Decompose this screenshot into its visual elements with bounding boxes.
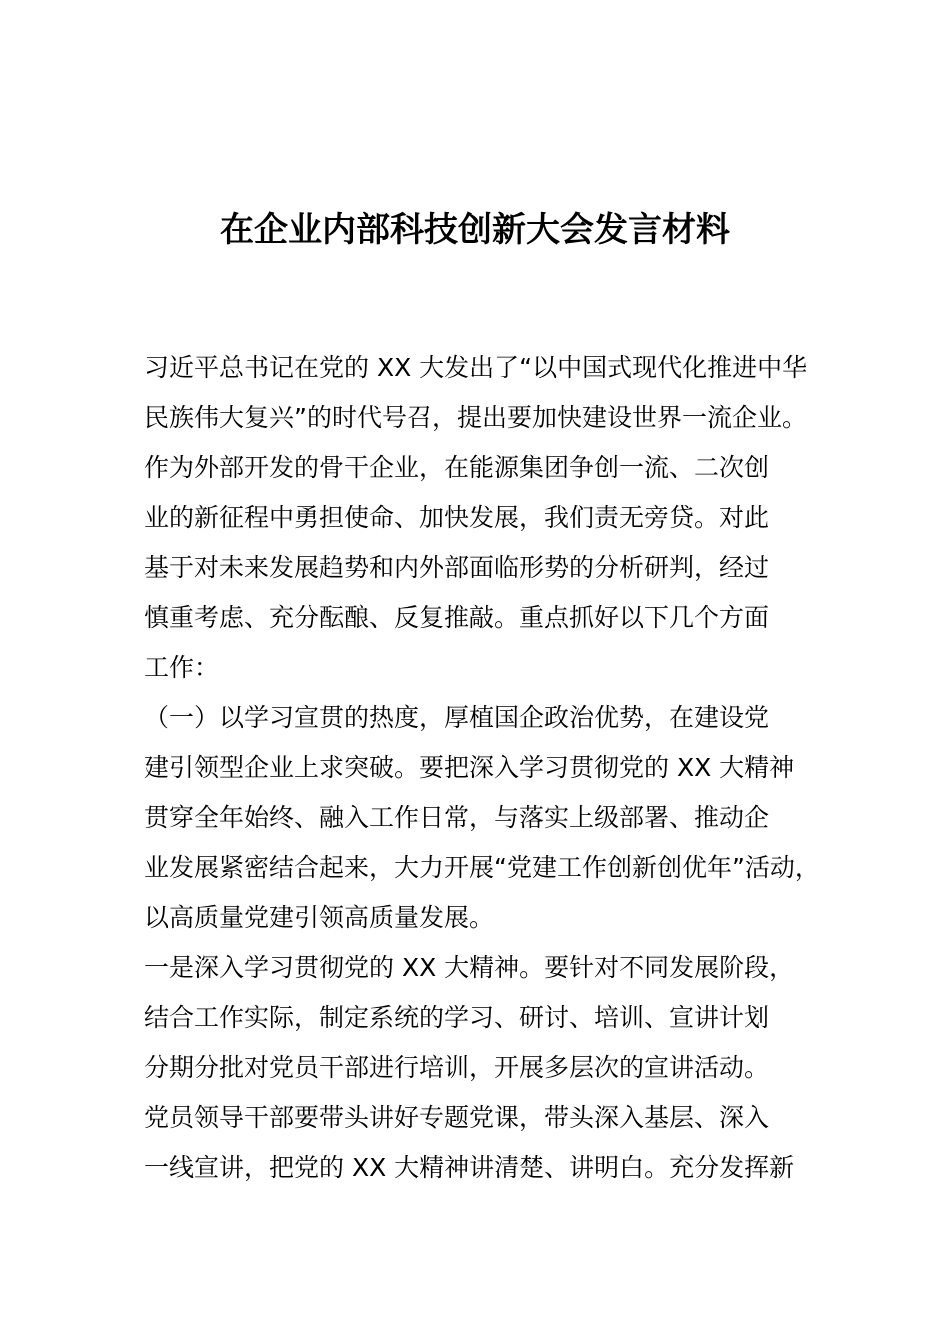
body-line: 业发展紧密结合起来，大力开展“党建工作创新创优年”活动， (144, 853, 820, 882)
body-line: 民族伟大复兴”的时代号召，提出要加快建设世界一流企业。 (144, 403, 807, 432)
body-line: 以高质量党建引领高质量发展。 (144, 903, 495, 932)
document-title: 在企业内部科技创新大会发言材料 (220, 210, 730, 250)
body-line: 习近平总书记在党的 XX 大发出了“以中国式现代化推进中华 (144, 353, 808, 382)
body-line: （一）以学习宣贯的热度，厚植国企政治优势，在建设党 (144, 703, 770, 732)
body-line: 一线宣讲，把党的 XX 大精神讲清楚、讲明白。充分发挥新 (144, 1153, 795, 1182)
body-line: 贯穿全年始终、融入工作日常，与落实上级部署、推动企 (144, 803, 770, 832)
body-line: 慎重考虑、充分酝酿、反复推敲。重点抓好以下几个方面 (144, 603, 770, 632)
body-line: 分期分批对党员干部进行培训，开展多层次的宣讲活动。 (144, 1053, 770, 1082)
document-body (144, 343, 844, 1193)
body-line: 工作： (144, 653, 220, 682)
body-line: 一是深入学习贯彻党的 XX 大精神。要针对不同发展阶段， (144, 953, 795, 982)
body-line: 基于对未来发展趋势和内外部面临形势的分析研判，经过 (144, 553, 770, 582)
body-line: 业的新征程中勇担使命、加快发展，我们责无旁贷。对此 (144, 503, 770, 532)
body-line: 党员领导干部要带头讲好专题党课，带头深入基层、深入 (144, 1103, 770, 1132)
body-line: 建引领型企业上求突破。要把深入学习贯彻党的 XX 大精神 (144, 753, 795, 782)
body-line: 作为外部开发的骨干企业，在能源集团争创一流、二次创 (144, 453, 770, 482)
body-line: 结合工作实际，制定系统的学习、研讨、培训、宣讲计划 (144, 1003, 770, 1032)
